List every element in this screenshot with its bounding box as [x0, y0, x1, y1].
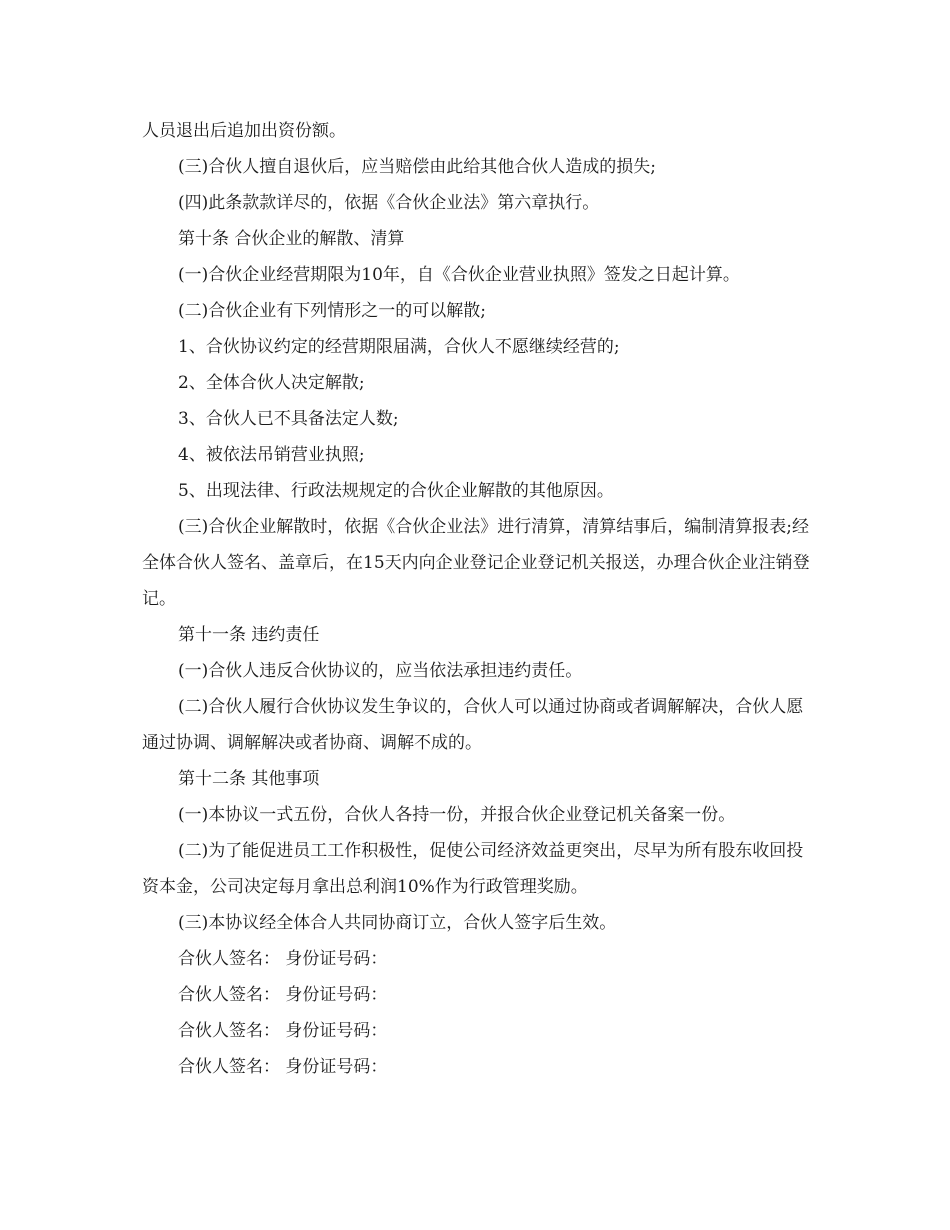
paragraph: (三)合伙企业解散时，依据《合伙企业法》进行清算，清算结事后，编制清算报表;经全体合伙人签名、盖章后，在15天内向企业登记企业登记机关报送，办理合伙企业注销登记。 [142, 517, 810, 609]
list-item: 2、全体合伙人决定解散; [178, 373, 365, 393]
list-item: 3、合伙人已不具备法定人数; [178, 409, 399, 429]
signature-line: 合伙人签名： 身份证号码： [178, 949, 388, 969]
paragraph: 人员退出后追加出资份额。 [142, 121, 346, 141]
list-item: 4、被依法吊销营业执照; [178, 445, 365, 465]
list-item: 1、合伙协议约定的经营期限届满，合伙人不愿继续经营的; [178, 337, 620, 357]
section-heading: 第十二条 其他事项 [178, 769, 320, 789]
paragraph: (三)合伙人擅自退伙后，应当赔偿由此给其他合伙人造成的损失; [178, 157, 656, 177]
signature-line: 合伙人签名： 身份证号码： [178, 1057, 388, 1077]
paragraph: (三)本协议经全体合人共同协商订立，合伙人签字后生效。 [178, 913, 617, 933]
signature-line: 合伙人签名： 身份证号码： [178, 985, 388, 1005]
paragraph: (二)为了能促进员工工作积极性，促使公司经济效益更突出，尽早为所有股东收回投资本金，公司决定每月拿出总利润10%作为行政管理奖励。 [142, 841, 804, 897]
signature-line: 合伙人签名： 身份证号码： [178, 1021, 388, 1041]
section-heading: 第十一条 违约责任 [178, 625, 320, 645]
paragraph: (二)合伙企业有下列情形之一的可以解散; [178, 301, 486, 321]
paragraph: (一)合伙企业经营期限为10年，自《合伙企业营业执照》签发之日起计算。 [178, 265, 740, 285]
paragraph: (二)合伙人履行合伙协议发生争议的，合伙人可以通过协商或者调解解决，合伙人愿通过协调、调解解决或者协商、调解不成的。 [142, 697, 804, 753]
section-heading: 第十条 合伙企业的解散、清算 [178, 229, 405, 249]
paragraph: (一)合伙人违反合伙协议的，应当依法承担违约责任。 [178, 661, 583, 681]
paragraph: (一)本协议一式五份，合伙人各持一份，并报合伙企业登记机关备案一份。 [178, 805, 736, 825]
document-body [142, 113, 812, 1085]
paragraph: (四)此条款款详尽的，依据《合伙企业法》第六章执行。 [178, 193, 600, 213]
list-item: 5、出现法律、行政法规规定的合伙企业解散的其他原因。 [178, 481, 614, 501]
